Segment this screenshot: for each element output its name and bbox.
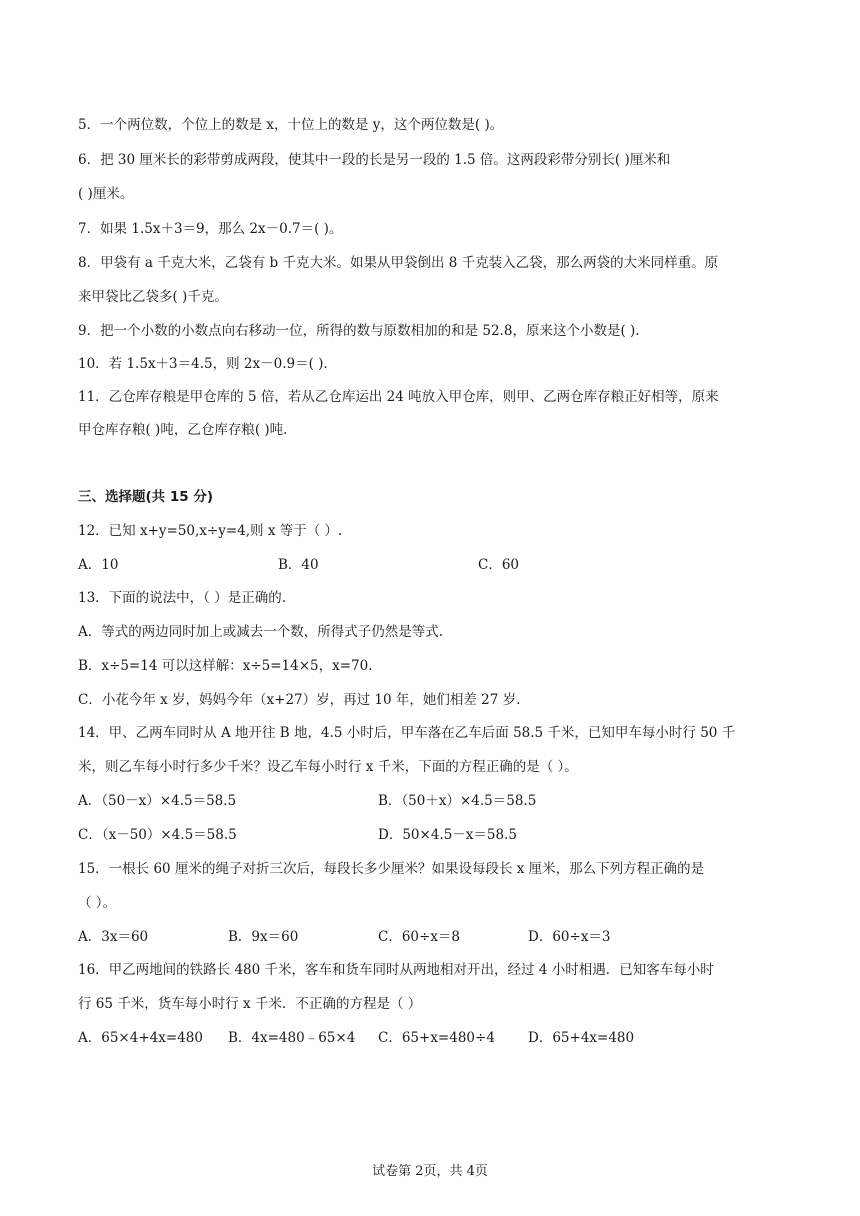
question-12-option-c: C．60	[478, 557, 520, 573]
question-16-option-a: A．65×4+4x=480	[78, 1030, 203, 1046]
question-8-line-2: 来甲袋比乙袋多( )千克。	[78, 289, 228, 305]
question-9: 9．把一个小数的小数点向右移动一位，所得的数与原数相加的和是 52.8，原来这个小数是( ).	[78, 323, 640, 339]
question-13-option-c: C．小花今年 x 岁，妈妈今年（x+27）岁，再过 10 年，她们相差 27 岁.	[78, 692, 521, 708]
question-8-line-1: 8．甲袋有 a 千克大米，乙袋有 b 千克大米。如果从甲袋倒出 8 千克装入乙袋，那么两袋的大米同样重。原	[78, 255, 719, 271]
page-footer: 试卷第 2页，共 4页	[372, 1164, 488, 1179]
question-12-option-b: B．40	[278, 557, 319, 573]
question-13: 13．下面的说法中，（ ）是正确的.	[78, 590, 287, 606]
question-13-option-a: A．等式的两边同时加上或减去一个数，所得式子仍然是等式.	[78, 624, 444, 640]
question-13-option-b: B．x÷5=14 可以这样解：x÷5=14×5，x=70.	[78, 658, 373, 674]
question-11-line-2: 甲仓库存粮( )吨，乙仓库存粮( )吨.	[78, 422, 288, 438]
question-6-line-2: ( )厘米。	[78, 186, 134, 202]
question-14-option-a: A．（50－x）×4.5＝58.5	[78, 793, 237, 809]
question-15-option-b: B．9x＝60	[228, 929, 299, 945]
question-5: 5．一个两位数，个位上的数是 x，十位上的数是 y，这个两位数是( )。	[78, 117, 504, 133]
question-6-line-1: 6．把 30 厘米长的彩带剪成两段，使其中一段的长是另一段的 1.5 倍。这两段彩带分别长( )厘米和	[78, 152, 671, 168]
section-title: 三、选择题(共 15 分)	[78, 489, 214, 505]
question-16-option-d: D．65+4x=480	[528, 1030, 635, 1046]
question-14-line-2: 米，则乙车每小时行多少千米？设乙车每小时行 x 千米，下面的方程正确的是（ ）。	[78, 759, 578, 775]
question-15-option-c: C．60÷x＝8	[378, 929, 461, 945]
question-10: 10．若 1.5x＋3＝4.5，则 2x－0.9＝( ).	[78, 356, 328, 372]
question-14-line-1: 14．甲、乙两车同时从 A 地开往 B 地，4.5 小时后，甲车落在乙车后面 58.5 千米，已知甲车每小时行 50 千	[78, 725, 736, 741]
question-15-line-1: 15．一根长 60 厘米的绳子对折三次后，每段长多少厘米？如果设每段长 x 厘米，那么下列方程正确的是	[78, 861, 705, 877]
question-7: 7．如果 1.5x＋3＝9，那么 2x－0.7＝( )。	[78, 221, 343, 237]
question-12-option-a: A．10	[78, 557, 119, 573]
question-15-option-a: A．3x＝60	[78, 929, 149, 945]
question-15-option-d: D．60÷x＝3	[528, 929, 611, 945]
question-15-line-2: （ ）。	[78, 895, 117, 911]
question-16-option-b: B．4x=480﹣65×4	[228, 1030, 356, 1046]
question-16-option-c: C．65+x=480÷4	[378, 1030, 495, 1046]
question-14-option-b: B．（50＋x）×4.5＝58.5	[378, 793, 537, 809]
question-11-line-1: 11．乙仓库存粮是甲仓库的 5 倍，若从乙仓库运出 24 吨放入甲仓库，则甲、乙两仓库存粮正好相等，原来	[78, 389, 719, 405]
question-12: 12．已知 x+y=50,x÷y=4,则 x 等于（ ）.	[78, 523, 343, 539]
question-16-line-2: 行 65 千米，货车每小时行 x 千米．不正确的方程是（ ）	[78, 996, 422, 1012]
question-14-option-d: D．50×4.5－x＝58.5	[378, 827, 517, 843]
question-16-line-1: 16．甲乙两地间的铁路长 480 千米，客车和货车同时从两地相对开出，经过 4 小时相遇．已知客车每小时	[78, 962, 714, 978]
question-14-option-c: C．（x－50）×4.5＝58.5	[78, 827, 237, 843]
